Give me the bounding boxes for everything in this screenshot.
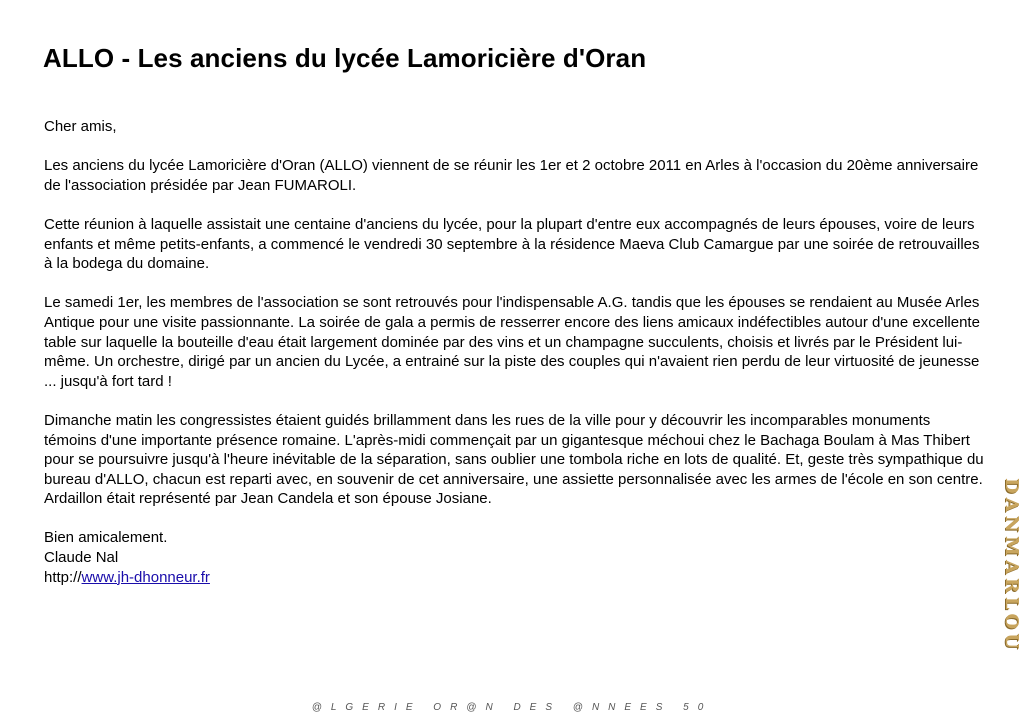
greeting: Cher amis, (44, 118, 117, 135)
footer-banner: @LGERIE OR@N DES @NNEES 50 (311, 702, 713, 713)
signature: Claude Nal (44, 549, 119, 567)
paragraph-reunion: Les anciens du lycée Lamoricière d'Oran (ALLO) viennent de se réunir les 1er et 2 octobre 2011 en Arles à l'occasion du 20ème anniversaire de l'association présidée par Jean FUMAROLI. (44, 157, 979, 194)
letter-body (44, 117, 984, 587)
website-link[interactable]: www.jh-dhonneur.fr (81, 568, 210, 586)
link-prefix: http:// (44, 568, 82, 586)
paragraph-sunday: Dimanche matin les congressistes étaient guidés brillamment dans les rues de la ville pour y découvrir les incomparables monuments témoins d'une importante présence romaine. L'après-midi commençait par un gigantesque méchoui chez le Bachaga Boulam à Mas Thibert pour se poursuivre jusqu'à l'heure inévitable de la séparation, sans oublier une tombola riche en lots de qualité. Et, geste très sympathique du bureau d'ALLO, chacun est reparti avec, en souvenir de cet anniversaire, une assiette personnalisée avec les armes de l'école en son centre. Ardaillon était représenté par Jean Candela et son épouse Josiane. (44, 411, 984, 508)
closing: Bien amicalement. (44, 529, 168, 547)
paragraph-saturday: Le samedi 1er, les membres de l'association se sont retrouvés pour l'indispensable A.G. tandis que les épouses se rendaient au Musée Arles Antique pour une visite passionnante. La soirée de gala a permis de resserrer encore des liens amicaux indéfectibles autour d'une excellente table sur laquelle la bouteille d'eau était largement dominée par des vins et un champagne succulents, choisis et livrés par le Président lui-même. Un orchestre, dirigé par un ancien du Lycée, a entrainé sur la piste des couples qui n'avaient rien perdu de leur virtuosité de jeunesse ... jusqu'à fort tard ! (44, 294, 980, 390)
page-title: ALLO - Les anciens du lycée Lamoricière d'Oran (43, 43, 647, 73)
watermark-signature: DANMARLOU (1001, 478, 1022, 653)
website-line (44, 568, 984, 588)
paragraph-attendance: Cette réunion à laquelle assistait une centaine d'anciens du lycée, pour la plupart d'entre eux accompagnés de leurs épouses, voire de leurs enfants et même petits-enfants, a commencé le vendredi 30 septembre à la résidence Maeva Club Camargue par une soirée de retrouvailles à la bodega du domaine. (44, 215, 980, 273)
